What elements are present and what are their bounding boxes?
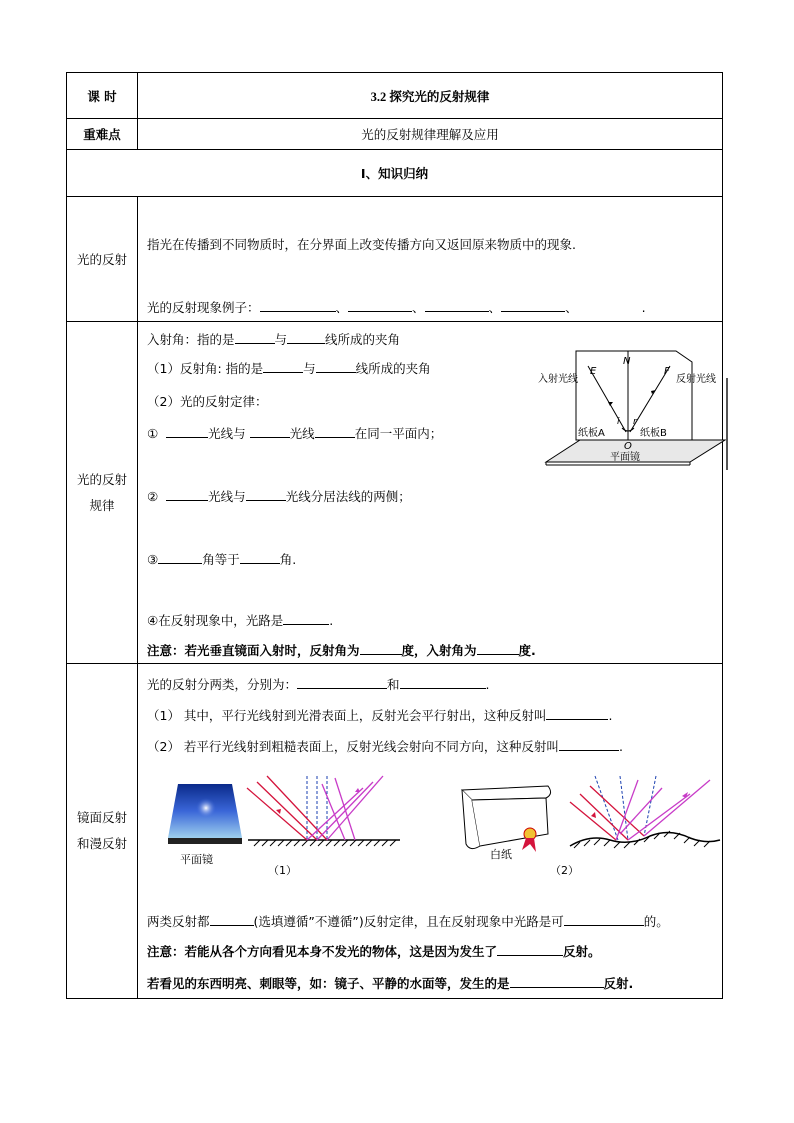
blank	[260, 298, 336, 312]
t: 光线与	[208, 489, 246, 504]
blank	[297, 675, 387, 689]
t: .	[608, 708, 613, 723]
t: 光线分居法线的两侧；	[285, 489, 411, 504]
blank	[400, 675, 486, 689]
fig-mirror: 平面镜	[610, 452, 640, 463]
t: 与	[303, 361, 316, 376]
margin-line	[726, 378, 728, 470]
t: ④在反射现象中，光路是	[147, 613, 284, 628]
fig-plane-mirror: 平面镜	[180, 853, 213, 866]
blank	[158, 550, 202, 564]
t: （1）反射角: 指的是	[147, 361, 264, 376]
fig-r: r	[633, 417, 637, 427]
blank	[316, 359, 356, 373]
reflection-angle-line	[147, 359, 431, 377]
reflection-experiment-figure	[530, 344, 726, 466]
t: ②	[147, 489, 159, 504]
lesson-label-cell	[67, 73, 138, 119]
fig-E: E	[590, 366, 597, 377]
lesson-label: 课 时	[87, 88, 117, 104]
law-item-3	[147, 550, 296, 568]
fig-reflected-label: 反射光线	[676, 374, 716, 385]
types-both	[147, 912, 669, 930]
types-two	[147, 737, 623, 755]
law-item-1	[147, 424, 442, 442]
types-intro	[147, 675, 490, 693]
key-value: 光的反射规律理解及应用	[138, 119, 723, 150]
t: 线所成的夹角	[325, 332, 401, 347]
t: 与	[274, 332, 288, 347]
t: 注意：若能从各个方向看见本身不发光的物体，这是因为发生了	[147, 944, 498, 959]
t: .	[618, 739, 623, 754]
t: 若看见的东西明亮、刺眼等，如：镜子、平静的水面等，发生的是	[147, 976, 510, 991]
blank	[425, 298, 489, 312]
t: 在同一平面内；	[354, 426, 443, 441]
key-label: 重难点	[67, 119, 138, 150]
law-label	[67, 322, 138, 664]
t: 反射.	[603, 976, 634, 991]
reflection-definition: 指光在传播到不同物质时，在分界面上改变传播方向又返回原来物质中的现象.	[147, 237, 576, 252]
reflection-types-figure	[150, 774, 726, 894]
t: 反射。	[563, 944, 601, 959]
blank	[250, 424, 290, 438]
blank	[287, 330, 325, 344]
t: 注意：若光垂直镜面入射时，反射角为	[147, 643, 360, 658]
fig-white-paper: 白纸	[490, 848, 512, 861]
t: 入射角：指的是	[147, 332, 235, 347]
t: 的。	[643, 914, 669, 929]
blank	[315, 424, 355, 438]
blank	[240, 550, 280, 564]
t: 角.	[279, 552, 297, 567]
t: ①	[147, 426, 159, 441]
t: 度，入射角为	[401, 643, 477, 658]
sep: 、	[488, 300, 502, 315]
law-label-2: 规律	[89, 497, 115, 513]
t: 光的反射分两类，分别为：	[147, 677, 298, 692]
blank	[348, 298, 412, 312]
t: 度.	[518, 643, 536, 658]
blank	[564, 912, 644, 926]
blank	[210, 912, 254, 926]
fig-F: F	[664, 366, 670, 377]
worksheet-table	[66, 72, 723, 999]
blank	[546, 706, 608, 720]
law-item-4	[147, 611, 333, 629]
reflection-label: 光的反射	[67, 197, 138, 322]
blank	[283, 611, 329, 625]
blank	[360, 641, 402, 655]
t: ③	[147, 552, 159, 567]
blank	[166, 487, 208, 501]
blank	[501, 298, 565, 312]
fig-incident-label: 入射光线	[538, 374, 578, 385]
sep: 、	[335, 300, 349, 315]
t: .	[485, 677, 490, 692]
t: 线所成的夹角	[355, 361, 431, 376]
reflection-content	[138, 197, 723, 322]
diffuse-reflection-diagram	[570, 776, 720, 848]
reflection-examples	[147, 298, 646, 316]
fig-caption-2: （2）	[550, 864, 579, 877]
section-title: I、知识归纳	[67, 150, 723, 197]
fig-board-a: 纸板A	[578, 428, 605, 439]
types-one	[147, 706, 612, 724]
types-label-2: 和漫反射	[76, 836, 127, 851]
types-label	[67, 664, 138, 999]
law-content	[138, 322, 723, 664]
fig-board-b: 纸板B	[640, 428, 667, 439]
types-note-2	[147, 974, 633, 992]
types-note-1	[147, 942, 601, 960]
blank	[166, 424, 208, 438]
blank	[263, 359, 303, 373]
t: 光线与	[208, 426, 246, 441]
lesson-title: 3.2 探究光的反射规律	[138, 73, 723, 119]
t: （2） 若平行光线射到粗糙表面上，反射光线会射向不同方向，这种反射叫	[147, 739, 559, 754]
law-item-2	[147, 487, 411, 505]
blank	[477, 641, 519, 655]
incident-angle-line	[147, 330, 400, 348]
blank	[559, 737, 619, 751]
t: 光线	[289, 426, 315, 441]
fig-caption-1: （1）	[268, 864, 297, 877]
types-label-1: 镜面反射	[76, 810, 127, 825]
fig-N: N	[623, 356, 631, 367]
t: .	[329, 613, 334, 628]
types-content	[138, 664, 723, 999]
law-note	[147, 641, 536, 659]
blank	[235, 330, 275, 344]
law-title: （2）光的反射定律：	[147, 394, 268, 409]
blank	[497, 942, 563, 956]
t: （1） 其中，平行光线射到光滑表面上，反射光会平行射出，这种反射叫	[147, 708, 547, 723]
fig-i: i	[617, 417, 620, 427]
t: 角等于	[202, 552, 240, 567]
examples-prefix: 光的反射现象例子：	[147, 300, 260, 315]
white-paper-image	[462, 786, 551, 861]
sep: 、	[565, 300, 578, 315]
blank	[246, 487, 286, 501]
end-dot: .	[641, 300, 646, 315]
t: 和	[387, 677, 400, 692]
sep: 、	[412, 300, 425, 315]
law-label-1: 光的反射	[76, 471, 127, 487]
blank	[510, 974, 604, 988]
fig-O: O	[624, 441, 632, 452]
t: 两类反射都	[147, 914, 210, 929]
specular-reflection-diagram	[247, 776, 400, 846]
t: (选填遵循”不遵循”)反射定律，且在反射现象中光路是可	[253, 914, 564, 929]
